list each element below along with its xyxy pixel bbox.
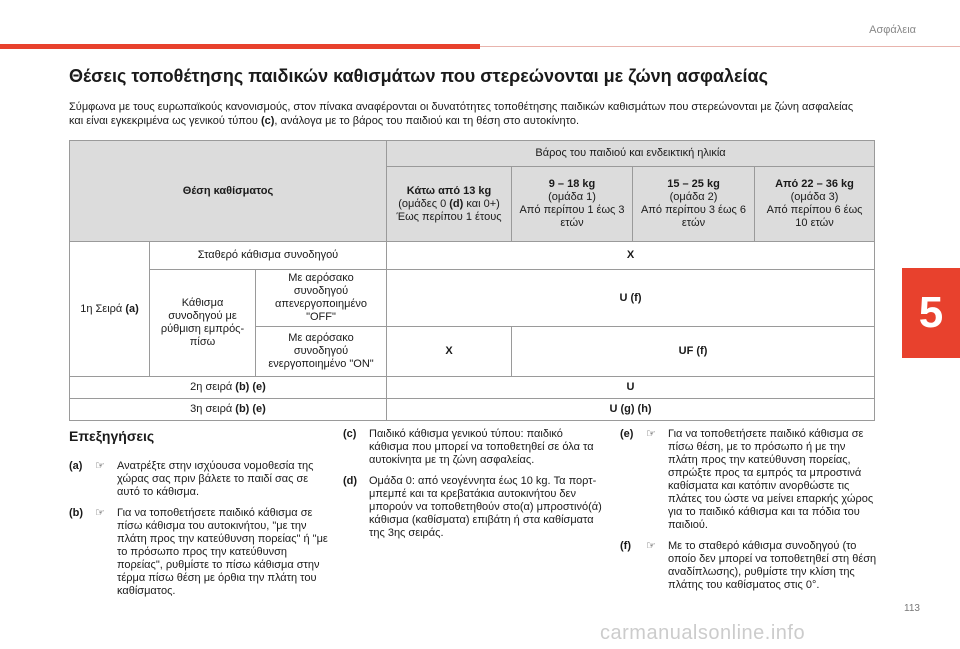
intro-text-end: , ανάλογα με το βάρος του παιδιού και τη θέση στο αυτοκίνητο. xyxy=(274,115,580,127)
hand-icon: ☞ xyxy=(95,507,105,519)
fixed-seat-label: Σταθερό κάθισμα συνοδηγού xyxy=(150,242,387,270)
note-a: (a) ☞ Ανατρέξτε στην ισχύουσα νομοθεσία της χώρας σας πριν βάλετε το παιδί σας σε αυτό το κάθισμα. xyxy=(69,460,314,498)
note-c: (c) Παιδικό κάθισμα γενικού τύπου: παιδικό κάθισμα που μπορεί να τοποθετηθεί σε όλα τα αυτοκίνητα με τη ζώνη ασφαλείας. xyxy=(343,428,594,466)
hand-icon: ☞ xyxy=(646,540,656,552)
row3-label: 3η σειρά (b) (e) xyxy=(70,399,387,421)
seat-position-header: Θέση καθίσματος xyxy=(70,141,387,242)
intro-ref: (c) xyxy=(260,115,275,127)
child-seat-table xyxy=(69,140,874,415)
note-d: (d) Ομάδα 0: από νεογέννητα έως 10 kg. Τα πορτ-μπεμπέ και τα κρεβατάκια αυτοκινήτου δεν μπορούν να τοποθετηθούν στο(α) μπροστινό(ά) κάθισμα (καθίσματα) επιβάτη ή στα καθίσματα της 3ης σειράς. xyxy=(343,475,602,539)
intro-paragraph xyxy=(69,100,869,128)
airbag-on-value-group0: X xyxy=(387,327,512,377)
group-header-2: 15 – 25 kg (ομάδα 2) Από περίπου 3 έως 6 ετών xyxy=(633,167,755,242)
group-header-0: Κάτω από 13 kg (ομάδες 0 (d) και 0+) Έως περίπου 1 έτους xyxy=(387,167,512,242)
section-title: Ασφάλεια xyxy=(869,24,916,36)
header-accent-bar xyxy=(0,44,480,49)
airbag-off-value: U (f) xyxy=(387,270,875,327)
airbag-on-value-groups123: UF (f) xyxy=(512,327,875,377)
row2-label: 2η σειρά (b) (e) xyxy=(70,377,387,399)
page-number: 113 xyxy=(904,603,920,614)
header-rule xyxy=(480,46,960,47)
adjustable-seat-label: Κάθισμα συνοδηγού με ρύθμιση εμπρός-πίσω xyxy=(150,270,256,377)
explanations-column-1 xyxy=(69,460,329,606)
note-b: (b) ☞ Για να τοποθετήσετε παιδικό κάθισμα σε πίσω κάθισμα του αυτοκινήτου, "με την πλάτη προς την κατεύθυνση πορείας" ή "με το πρόσωπο προς την κατεύθυνση πορείας", ρυθμίστε το πίσω κάθισμα στην τέρμα πίσω θέση με όρθια την πλάτη του καθίσματος. xyxy=(69,507,328,597)
hand-icon: ☞ xyxy=(646,428,656,440)
row2-value: U xyxy=(387,377,875,399)
page-title: Θέσεις τοποθέτησης παιδικών καθισμάτων που στερεώνονται με ζώνη ασφαλείας xyxy=(69,66,768,86)
explanations-title: Επεξηγήσεις xyxy=(69,428,155,444)
group-header-3: Από 22 – 36 kg (ομάδα 3) Από περίπου 6 έως 10 ετών xyxy=(755,167,875,242)
explanations-column-3 xyxy=(620,428,878,600)
watermark: carmanualsonline.info xyxy=(600,622,806,644)
explanations-column-2 xyxy=(343,428,603,548)
note-f: (f) ☞ Με το σταθερό κάθισμα συνοδηγού (το οποίο δεν μπορεί να τοποθετηθεί στη θέση αναδίπλωσης), ρυθμίστε την κλίση της πλάτης του καθίσματος στις 0°. xyxy=(620,540,877,591)
airbag-off-label: Με αερόσακο συνοδηγού απενεργοποιημένο "OFF" xyxy=(256,270,387,327)
row3-value: U (g) (h) xyxy=(387,399,875,421)
fixed-seat-value: X xyxy=(387,242,875,270)
intro-text: Σύμφωνα με τους ευρωπαϊκούς κανονισμούς, στον πίνακα αναφέρονται οι δυνατότητες τοποθέτησης παιδικών καθισμάτων που στερεώνονται με ζώνη ασφαλείας και είναι εγκεκριμένα ως γενικού τύπου xyxy=(69,101,854,127)
note-e: (e) ☞ Για να τοποθετήσετε παιδικό κάθισμα σε πίσω θέση, με το πρόσωπο ή με την πλάτη προς την κατεύθυνση πορείας, σπρώξτε προς τα εμπρός τα μπροστινά καθίσματα και κατόπιν ανορθώστε τις πλάτες του ώστε να μείνει επαρκής χώρος για το παιδικό κάθισμα και τα πόδια του παιδιού. xyxy=(620,428,874,531)
weight-header: Βάρος του παιδιού και ενδεικτική ηλικία xyxy=(387,141,875,167)
airbag-on-label: Με αερόσακο συνοδηγού ενεργοποιημένο "ON" xyxy=(256,327,387,377)
group-header-1: 9 – 18 kg (ομάδα 1) Από περίπου 1 έως 3 ετών xyxy=(512,167,633,242)
chapter-tab: 5 xyxy=(902,268,960,358)
row1-label: 1η Σειρά (a) xyxy=(70,242,150,377)
hand-icon: ☞ xyxy=(95,460,105,472)
